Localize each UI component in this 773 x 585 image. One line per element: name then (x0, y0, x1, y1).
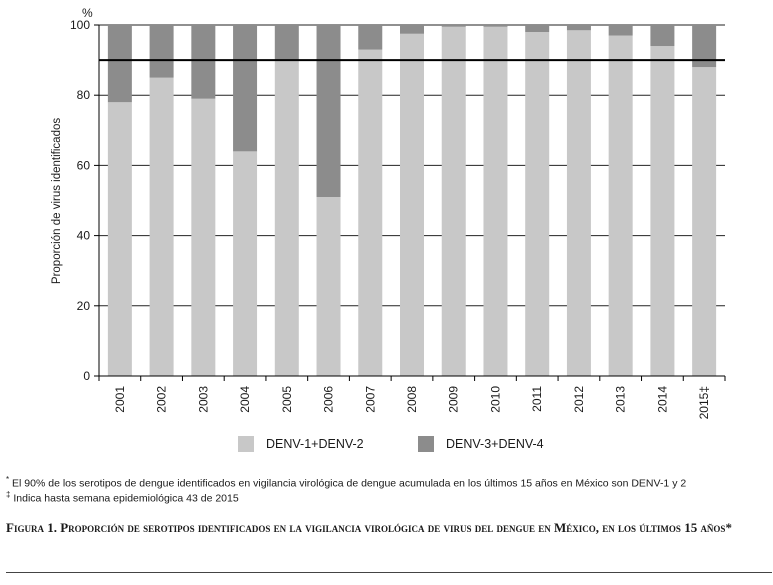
figure-caption (6, 518, 772, 537)
x-tick-label-1: 2002 (154, 386, 169, 413)
bar-denv34-0 (108, 25, 132, 102)
legend-item-denv34 (418, 436, 544, 452)
bar-denv34-7 (400, 25, 424, 34)
x-tick-label-9: 2010 (488, 386, 503, 413)
x-tick-label-6: 2007 (363, 386, 378, 413)
legend-item-denv12 (238, 436, 364, 452)
bar-denv12-12 (609, 36, 633, 376)
y-tick-label-80: 80 (76, 88, 90, 103)
y-unit-label: % (82, 6, 93, 20)
y-tick-label-40: 40 (76, 228, 90, 243)
x-tick-label-14: 2015‡ (697, 386, 712, 420)
bar-denv12-0 (108, 102, 132, 376)
bar-denv34-2 (191, 25, 215, 99)
bar-denv12-8 (442, 27, 466, 376)
bar-denv12-9 (483, 27, 507, 376)
bars (108, 25, 716, 376)
bar-denv34-11 (567, 25, 591, 30)
bar-denv12-5 (317, 197, 341, 376)
x-tick-labels (113, 386, 711, 420)
bottom-rule (6, 572, 772, 573)
x-tick-label-12: 2013 (613, 386, 628, 413)
footnote-1-mark: * (6, 475, 10, 484)
bar-denv12-14 (692, 67, 716, 376)
bar-denv34-5 (317, 25, 341, 197)
x-tick-label-10: 2011 (530, 386, 545, 412)
x-tick-label-7: 2008 (405, 386, 419, 413)
x-tick-label-5: 2006 (321, 386, 336, 413)
bar-denv34-9 (483, 25, 507, 27)
footnote-1-text: El 90% de los serotipos de dengue identificados en vigilancia virológica de dengue acumulada en los últimos 15 años en México son DENV-1 y 2 (9, 477, 687, 490)
y-tick-label-20: 20 (76, 298, 90, 313)
figure-caption-text: Proporción de serotipos identificados en la vigilancia virológica de virus del dengue en México, en los últimos 15 años* (60, 520, 732, 535)
bar-denv34-3 (233, 25, 257, 151)
bar-denv34-8 (442, 25, 466, 27)
x-tick-label-4: 2005 (279, 386, 294, 413)
x-tick-label-8: 2009 (446, 386, 461, 413)
x-tick-label-3: 2004 (238, 386, 253, 413)
bar-denv12-4 (275, 60, 299, 376)
bar-denv12-1 (150, 78, 174, 376)
x-tick-label-13: 2014 (655, 386, 670, 413)
bar-denv34-1 (150, 25, 174, 78)
x-tick-label-2: 2003 (196, 386, 211, 413)
legend-label-denv12: DENV-1+DENV-2 (266, 437, 364, 451)
legend (0, 436, 773, 460)
legend-swatch-denv34 (418, 436, 434, 452)
y-tick-label-60: 60 (76, 158, 90, 173)
bar-denv34-12 (609, 25, 633, 36)
figure-caption-prefix: Figura 1. (6, 520, 61, 535)
bar-denv12-10 (525, 32, 549, 376)
x-tick-label-0: 2001 (112, 386, 127, 413)
bar-denv34-10 (525, 25, 549, 32)
bar-denv12-11 (567, 30, 591, 376)
y-tick-label-0: 0 (83, 369, 90, 383)
y-axis-title: Proporción de virus identificados (51, 117, 63, 285)
y-tick-label-100: 100 (69, 18, 90, 32)
bar-denv34-13 (650, 25, 674, 46)
legend-label-denv34: DENV-3+DENV-4 (446, 437, 544, 451)
legend-swatch-denv12 (238, 436, 254, 452)
bar-denv12-13 (650, 46, 674, 376)
bar-denv12-3 (233, 151, 257, 376)
y-tick-labels (70, 18, 90, 383)
bar-denv12-7 (400, 34, 424, 376)
bar-denv34-4 (275, 25, 299, 60)
footnote-2-mark: ‡ (6, 490, 11, 499)
bar-denv12-6 (358, 50, 382, 376)
bar-denv12-2 (191, 99, 215, 376)
bar-denv34-6 (358, 25, 382, 50)
footnote-2-text: Indica hasta semana epidemiológica 43 de 2015 (10, 492, 239, 505)
x-tick-label-11: 2012 (571, 386, 586, 413)
footnote-2 (6, 488, 239, 506)
